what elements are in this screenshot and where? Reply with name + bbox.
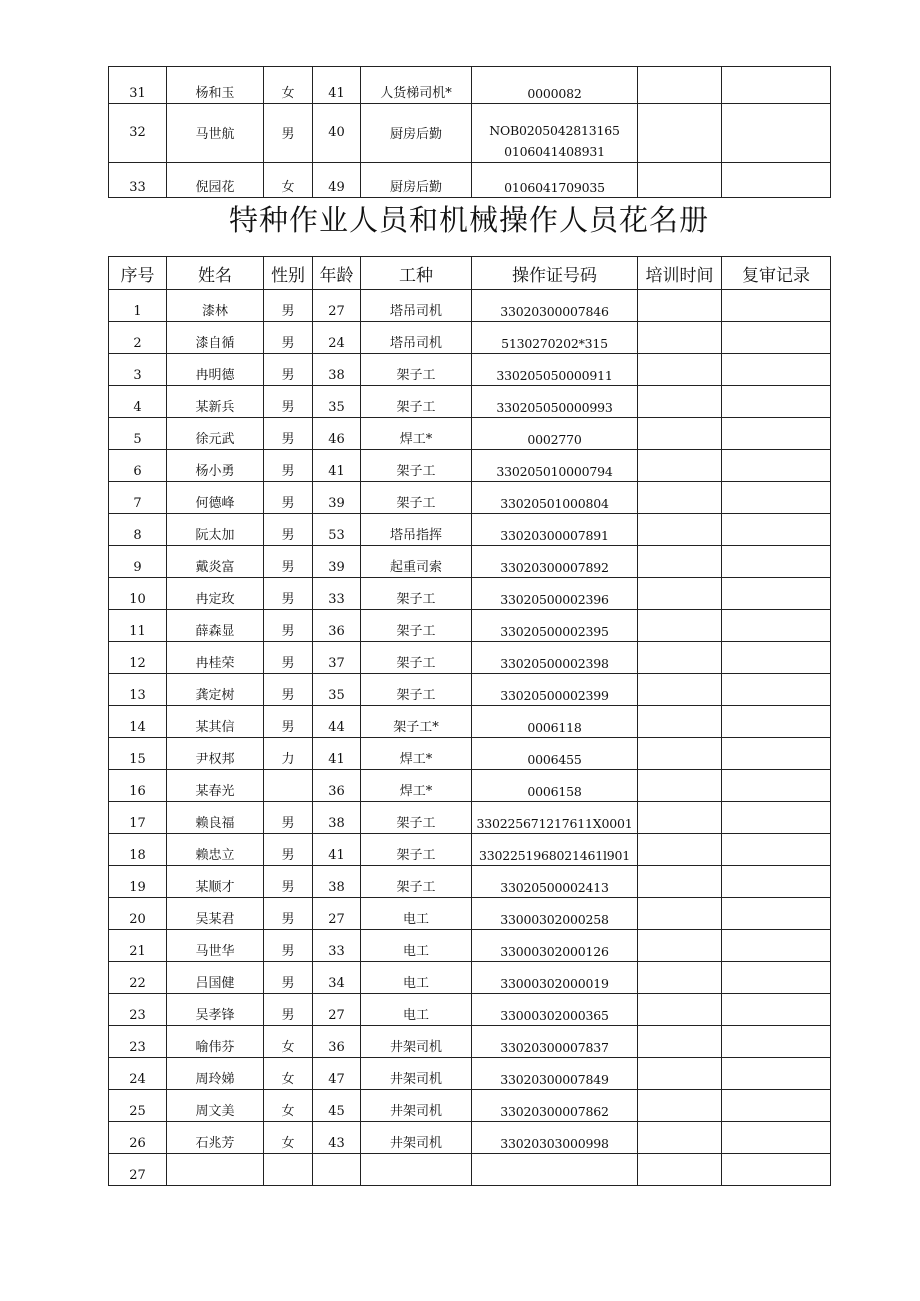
age-cell: 27 — [313, 994, 361, 1026]
cert-cell — [472, 104, 638, 163]
training-cell — [638, 290, 722, 322]
review-cell — [722, 386, 831, 418]
gender-cell: 男 — [264, 610, 313, 642]
header-review: 复审记录 — [722, 257, 831, 290]
cert-cell — [472, 1154, 638, 1186]
header-gender: 性别 — [264, 257, 313, 290]
review-cell — [722, 354, 831, 386]
cert-line-2: 0106041408931 — [504, 144, 605, 159]
job-cell: 井架司机 — [361, 1026, 472, 1058]
job-cell: 厨房后勤 — [361, 163, 472, 198]
job-cell: 焊工* — [361, 418, 472, 450]
continued-roster-table — [108, 66, 831, 198]
age-cell: 38 — [313, 802, 361, 834]
job-cell: 架子工 — [361, 578, 472, 610]
age-cell: 41 — [313, 450, 361, 482]
table-row — [109, 322, 831, 354]
training-cell — [638, 386, 722, 418]
seq-cell: 23 — [109, 994, 167, 1026]
gender-cell: 男 — [264, 546, 313, 578]
name-cell: 吕国健 — [167, 962, 264, 994]
gender-cell: 男 — [264, 104, 313, 163]
gender-cell: 女 — [264, 163, 313, 198]
job-cell: 塔吊司机 — [361, 290, 472, 322]
age-cell: 33 — [313, 930, 361, 962]
name-cell: 石兆芳 — [167, 1122, 264, 1154]
cert-cell: 33020500002399 — [472, 674, 638, 706]
name-cell: 周文美 — [167, 1090, 264, 1122]
age-cell: 46 — [313, 418, 361, 450]
review-cell — [722, 834, 831, 866]
seq-cell: 25 — [109, 1090, 167, 1122]
age-cell: 36 — [313, 610, 361, 642]
name-cell: 赖良福 — [167, 802, 264, 834]
training-cell — [638, 482, 722, 514]
table-row — [109, 450, 831, 482]
job-cell: 架子工 — [361, 450, 472, 482]
review-cell — [722, 642, 831, 674]
name-cell: 杨和玉 — [167, 67, 264, 104]
job-cell: 架子工 — [361, 642, 472, 674]
name-cell: 徐元武 — [167, 418, 264, 450]
table-row — [109, 482, 831, 514]
age-cell: 38 — [313, 354, 361, 386]
age-cell: 34 — [313, 962, 361, 994]
gender-cell: 男 — [264, 482, 313, 514]
review-cell — [722, 163, 831, 198]
training-cell — [638, 1154, 722, 1186]
training-cell — [638, 354, 722, 386]
gender-cell: 男 — [264, 578, 313, 610]
review-cell — [722, 610, 831, 642]
age-cell: 27 — [313, 290, 361, 322]
job-cell: 电工 — [361, 994, 472, 1026]
name-cell: 周玲娣 — [167, 1058, 264, 1090]
job-cell: 厨房后勤 — [361, 104, 472, 163]
name-cell: 阮太加 — [167, 514, 264, 546]
training-cell — [638, 1090, 722, 1122]
seq-cell: 15 — [109, 738, 167, 770]
review-cell — [722, 450, 831, 482]
gender-cell: 女 — [264, 1122, 313, 1154]
roster-body — [109, 290, 831, 1186]
header-name: 姓名 — [167, 257, 264, 290]
age-cell: 45 — [313, 1090, 361, 1122]
job-cell: 电工 — [361, 962, 472, 994]
seq-cell: 12 — [109, 642, 167, 674]
seq-cell: 32 — [109, 104, 167, 163]
cert-cell: 0006118 — [472, 706, 638, 738]
training-cell — [638, 163, 722, 198]
table-row — [109, 418, 831, 450]
age-cell: 36 — [313, 770, 361, 802]
seq-cell: 6 — [109, 450, 167, 482]
review-cell — [722, 104, 831, 163]
cert-cell: 330205010000794 — [472, 450, 638, 482]
name-cell: 戴炎富 — [167, 546, 264, 578]
seq-cell: 17 — [109, 802, 167, 834]
cert-cell: 33020300007892 — [472, 546, 638, 578]
table-row — [109, 1122, 831, 1154]
table-row — [109, 834, 831, 866]
job-cell: 架子工 — [361, 834, 472, 866]
review-cell — [722, 866, 831, 898]
cert-cell: 5130270202*315 — [472, 322, 638, 354]
gender-cell: 男 — [264, 962, 313, 994]
name-cell: 尹权邦 — [167, 738, 264, 770]
training-cell — [638, 514, 722, 546]
cert-cell: 33020500002398 — [472, 642, 638, 674]
seq-cell: 20 — [109, 898, 167, 930]
gender-cell: 力 — [264, 738, 313, 770]
job-cell: 人货梯司机* — [361, 67, 472, 104]
name-cell: 喻伟芬 — [167, 1026, 264, 1058]
age-cell: 39 — [313, 546, 361, 578]
cert-cell: 330205050000993 — [472, 386, 638, 418]
age-cell: 41 — [313, 67, 361, 104]
gender-cell: 男 — [264, 514, 313, 546]
gender-cell: 男 — [264, 834, 313, 866]
table-row — [109, 610, 831, 642]
gender-cell: 男 — [264, 674, 313, 706]
gender-cell — [264, 770, 313, 802]
job-cell: 架子工 — [361, 802, 472, 834]
name-cell: 薛森显 — [167, 610, 264, 642]
table-row — [109, 1090, 831, 1122]
training-cell — [638, 738, 722, 770]
name-cell: 漆林 — [167, 290, 264, 322]
job-cell: 架子工 — [361, 610, 472, 642]
gender-cell: 男 — [264, 290, 313, 322]
seq-cell: 3 — [109, 354, 167, 386]
gender-cell: 男 — [264, 354, 313, 386]
cert-cell: 33020300007846 — [472, 290, 638, 322]
seq-cell: 24 — [109, 1058, 167, 1090]
training-cell — [638, 418, 722, 450]
gender-cell: 女 — [264, 1090, 313, 1122]
name-cell: 漆自循 — [167, 322, 264, 354]
seq-cell: 19 — [109, 866, 167, 898]
job-cell: 架子工 — [361, 866, 472, 898]
table-row — [109, 898, 831, 930]
table-row — [109, 163, 831, 198]
cert-cell: 330205050000911 — [472, 354, 638, 386]
age-cell: 41 — [313, 834, 361, 866]
seq-cell: 27 — [109, 1154, 167, 1186]
seq-cell: 4 — [109, 386, 167, 418]
cert-cell: 33020500002413 — [472, 866, 638, 898]
name-cell — [167, 1154, 264, 1186]
job-cell: 架子工 — [361, 674, 472, 706]
seq-cell: 9 — [109, 546, 167, 578]
table-row — [109, 546, 831, 578]
gender-cell: 女 — [264, 67, 313, 104]
gender-cell: 男 — [264, 706, 313, 738]
table-row — [109, 386, 831, 418]
table-row — [109, 1154, 831, 1186]
cert-cell: 33000302000019 — [472, 962, 638, 994]
gender-cell: 男 — [264, 898, 313, 930]
training-cell — [638, 930, 722, 962]
gender-cell: 男 — [264, 386, 313, 418]
table-row — [109, 354, 831, 386]
review-cell — [722, 802, 831, 834]
name-cell: 倪园花 — [167, 163, 264, 198]
table-row — [109, 1058, 831, 1090]
review-cell — [722, 1058, 831, 1090]
age-cell: 49 — [313, 163, 361, 198]
seq-cell: 21 — [109, 930, 167, 962]
gender-cell: 男 — [264, 322, 313, 354]
gender-cell: 男 — [264, 642, 313, 674]
job-cell: 架子工 — [361, 482, 472, 514]
cert-cell: 0006158 — [472, 770, 638, 802]
job-cell: 电工 — [361, 930, 472, 962]
name-cell: 冉桂荣 — [167, 642, 264, 674]
cert-cell: 0002770 — [472, 418, 638, 450]
name-cell: 马世华 — [167, 930, 264, 962]
seq-cell: 18 — [109, 834, 167, 866]
gender-cell: 男 — [264, 450, 313, 482]
review-cell — [722, 290, 831, 322]
table-row — [109, 706, 831, 738]
training-cell — [638, 962, 722, 994]
header-age: 年龄 — [313, 257, 361, 290]
review-cell — [722, 930, 831, 962]
job-cell: 架子工 — [361, 386, 472, 418]
cert-cell: 33020303000998 — [472, 1122, 638, 1154]
training-cell — [638, 610, 722, 642]
table-row — [109, 866, 831, 898]
job-cell: 电工 — [361, 898, 472, 930]
training-cell — [638, 1026, 722, 1058]
cert-cell: 33020300007891 — [472, 514, 638, 546]
gender-cell: 男 — [264, 802, 313, 834]
table-row — [109, 802, 831, 834]
table-row — [109, 514, 831, 546]
table-row — [109, 1026, 831, 1058]
review-cell — [722, 1154, 831, 1186]
seq-cell: 26 — [109, 1122, 167, 1154]
table-row — [109, 674, 831, 706]
gender-cell: 女 — [264, 1026, 313, 1058]
cert-cell: 3302251968021461l901 — [472, 834, 638, 866]
seq-cell: 14 — [109, 706, 167, 738]
name-cell: 吴某君 — [167, 898, 264, 930]
gender-cell: 男 — [264, 930, 313, 962]
cert-cell: 330225671217611X0001 — [472, 802, 638, 834]
gender-cell: 男 — [264, 994, 313, 1026]
cert-cell: 33020300007849 — [472, 1058, 638, 1090]
job-cell: 塔吊指挥 — [361, 514, 472, 546]
seq-cell: 31 — [109, 67, 167, 104]
gender-cell: 男 — [264, 418, 313, 450]
cert-cell: 33020500002395 — [472, 610, 638, 642]
training-cell — [638, 834, 722, 866]
table-row — [109, 290, 831, 322]
seq-cell: 5 — [109, 418, 167, 450]
table-row — [109, 578, 831, 610]
job-cell: 焊工* — [361, 770, 472, 802]
name-cell: 龚定树 — [167, 674, 264, 706]
job-cell: 井架司机 — [361, 1122, 472, 1154]
name-cell: 赖忠立 — [167, 834, 264, 866]
review-cell — [722, 482, 831, 514]
review-cell — [722, 738, 831, 770]
seq-cell: 1 — [109, 290, 167, 322]
cert-cell: 33020300007837 — [472, 1026, 638, 1058]
review-cell — [722, 994, 831, 1026]
cert-cell: 33020501000804 — [472, 482, 638, 514]
review-cell — [722, 674, 831, 706]
header-row — [109, 257, 831, 290]
cert-cell: 33000302000365 — [472, 994, 638, 1026]
review-cell — [722, 1090, 831, 1122]
cert-cell: 0006455 — [472, 738, 638, 770]
seq-cell: 16 — [109, 770, 167, 802]
cert-cell: 33020500002396 — [472, 578, 638, 610]
age-cell: 39 — [313, 482, 361, 514]
review-cell — [722, 322, 831, 354]
header-seq: 序号 — [109, 257, 167, 290]
page-title: 特种作业人员和机械操作人员花名册 — [228, 203, 709, 237]
roster-table — [108, 256, 831, 1186]
training-cell — [638, 706, 722, 738]
cert-cell: 0000082 — [472, 67, 638, 104]
name-cell: 冉定玫 — [167, 578, 264, 610]
review-cell — [722, 67, 831, 104]
seq-cell: 11 — [109, 610, 167, 642]
seq-cell: 7 — [109, 482, 167, 514]
training-cell — [638, 546, 722, 578]
age-cell: 35 — [313, 674, 361, 706]
age-cell: 33 — [313, 578, 361, 610]
job-cell: 架子工* — [361, 706, 472, 738]
table-row — [109, 770, 831, 802]
age-cell — [313, 1154, 361, 1186]
age-cell: 27 — [313, 898, 361, 930]
training-cell — [638, 866, 722, 898]
review-cell — [722, 962, 831, 994]
review-cell — [722, 546, 831, 578]
job-cell: 焊工* — [361, 738, 472, 770]
training-cell — [638, 450, 722, 482]
cert-cell: 33000302000258 — [472, 898, 638, 930]
review-cell — [722, 706, 831, 738]
seq-cell: 33 — [109, 163, 167, 198]
training-cell — [638, 994, 722, 1026]
table-row — [109, 642, 831, 674]
age-cell: 44 — [313, 706, 361, 738]
training-cell — [638, 642, 722, 674]
age-cell: 35 — [313, 386, 361, 418]
training-cell — [638, 898, 722, 930]
age-cell: 36 — [313, 1026, 361, 1058]
job-cell: 起重司索 — [361, 546, 472, 578]
table-row — [109, 67, 831, 104]
age-cell: 40 — [313, 104, 361, 163]
cert-cell: 0106041709035 — [472, 163, 638, 198]
training-cell — [638, 104, 722, 163]
name-cell: 杨小勇 — [167, 450, 264, 482]
table-row — [109, 962, 831, 994]
gender-cell: 男 — [264, 866, 313, 898]
training-cell — [638, 578, 722, 610]
name-cell: 吴孝锋 — [167, 994, 264, 1026]
job-cell: 塔吊司机 — [361, 322, 472, 354]
gender-cell: 女 — [264, 1058, 313, 1090]
seq-cell: 13 — [109, 674, 167, 706]
seq-cell: 10 — [109, 578, 167, 610]
age-cell: 47 — [313, 1058, 361, 1090]
table-row — [109, 994, 831, 1026]
training-cell — [638, 1058, 722, 1090]
age-cell: 24 — [313, 322, 361, 354]
training-cell — [638, 1122, 722, 1154]
name-cell: 某春光 — [167, 770, 264, 802]
job-cell: 井架司机 — [361, 1058, 472, 1090]
cert-cell: 33020300007862 — [472, 1090, 638, 1122]
seq-cell: 22 — [109, 962, 167, 994]
age-cell: 37 — [313, 642, 361, 674]
gender-cell — [264, 1154, 313, 1186]
review-cell — [722, 770, 831, 802]
review-cell — [722, 578, 831, 610]
training-cell — [638, 322, 722, 354]
job-cell: 架子工 — [361, 354, 472, 386]
name-cell: 冉明德 — [167, 354, 264, 386]
name-cell: 某顺才 — [167, 866, 264, 898]
name-cell: 马世航 — [167, 104, 264, 163]
training-cell — [638, 802, 722, 834]
name-cell: 某新兵 — [167, 386, 264, 418]
job-cell — [361, 1154, 472, 1186]
training-cell — [638, 67, 722, 104]
cert-cell: 33000302000126 — [472, 930, 638, 962]
age-cell: 38 — [313, 866, 361, 898]
seq-cell: 8 — [109, 514, 167, 546]
review-cell — [722, 1122, 831, 1154]
age-cell: 43 — [313, 1122, 361, 1154]
cert-line-1: NOB0205042813165 — [489, 123, 620, 138]
seq-cell: 23 — [109, 1026, 167, 1058]
review-cell — [722, 418, 831, 450]
header-job: 工种 — [361, 257, 472, 290]
name-cell: 某其信 — [167, 706, 264, 738]
table-row — [109, 104, 831, 163]
review-cell — [722, 1026, 831, 1058]
header-training: 培训时间 — [638, 257, 722, 290]
review-cell — [722, 514, 831, 546]
age-cell: 53 — [313, 514, 361, 546]
name-cell: 何德峰 — [167, 482, 264, 514]
seq-cell: 2 — [109, 322, 167, 354]
table-row — [109, 930, 831, 962]
training-cell — [638, 674, 722, 706]
table-row — [109, 738, 831, 770]
header-cert: 操作证号码 — [472, 257, 638, 290]
training-cell — [638, 770, 722, 802]
review-cell — [722, 898, 831, 930]
age-cell: 41 — [313, 738, 361, 770]
job-cell: 井架司机 — [361, 1090, 472, 1122]
